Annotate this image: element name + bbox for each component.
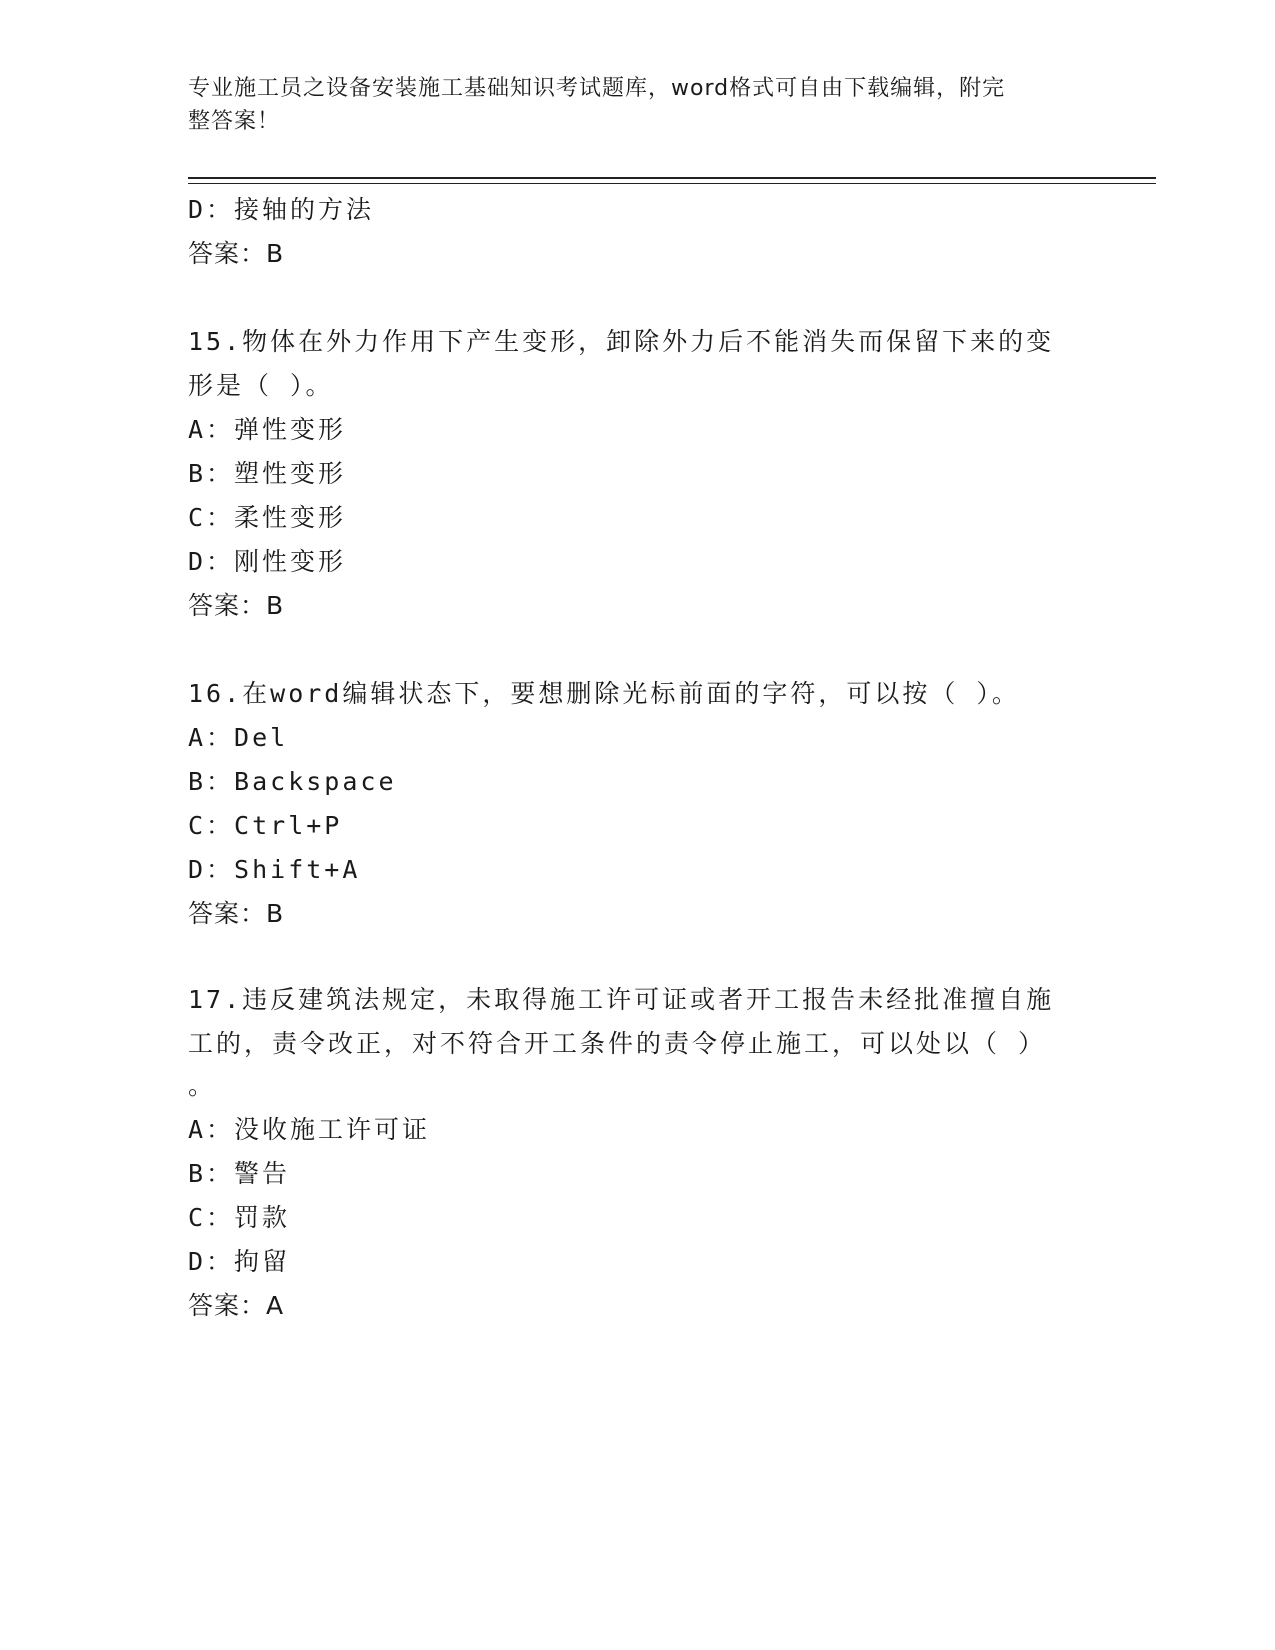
q15-text-line-1: 15.物体在外力作用下产生变形，卸除外力后不能消失而保留下来的变	[188, 327, 1055, 356]
header-divider-thick	[188, 177, 1156, 179]
q16-text-line-1: 16.在word编辑状态下，要想删除光标前面的字符，可以按（ ）。	[188, 679, 1020, 708]
q15-option-d: D：刚性变形	[188, 547, 347, 576]
q16-option-c: C：Ctrl+P	[188, 811, 343, 840]
q15-answer: 答案：B	[188, 591, 285, 620]
q17-option-d: D：拘留	[188, 1247, 291, 1276]
prev-option-d: D：接轴的方法	[188, 195, 375, 224]
q17-option-b: B：警告	[188, 1159, 291, 1188]
q17-answer: 答案：A	[188, 1291, 285, 1320]
q16-option-a: A：Del	[188, 723, 289, 752]
header-divider-thin	[188, 183, 1156, 184]
q17-text-line-1: 17.违反建筑法规定，未取得施工许可证或者开工报告未经批准擅自施	[188, 985, 1055, 1014]
q15-option-c: C：柔性变形	[188, 503, 347, 532]
q17-text-line-2: 工的，责令改正，对不符合开工条件的责令停止施工，可以处以（ ）	[188, 1029, 1047, 1058]
header-line-1: 专业施工员之设备安装施工基础知识考试题库，word格式可自由下载编辑，附完	[188, 76, 1006, 101]
q17-option-a: A：没收施工许可证	[188, 1115, 431, 1144]
document-header	[188, 72, 1068, 138]
q17-text-line-3: 。	[188, 1071, 217, 1100]
prev-answer: 答案：B	[188, 239, 285, 268]
q17-option-c: C：罚款	[188, 1203, 291, 1232]
q15-option-b: B：塑性变形	[188, 459, 347, 488]
q16-option-d: D：Shift+A	[188, 855, 361, 884]
q16-answer: 答案：B	[188, 899, 285, 928]
header-line-2: 整答案！	[188, 109, 281, 134]
q16-option-b: B：Backspace	[188, 767, 397, 796]
q15-text-line-2: 形是（ ）。	[188, 371, 334, 400]
q15-option-a: A：弹性变形	[188, 415, 347, 444]
